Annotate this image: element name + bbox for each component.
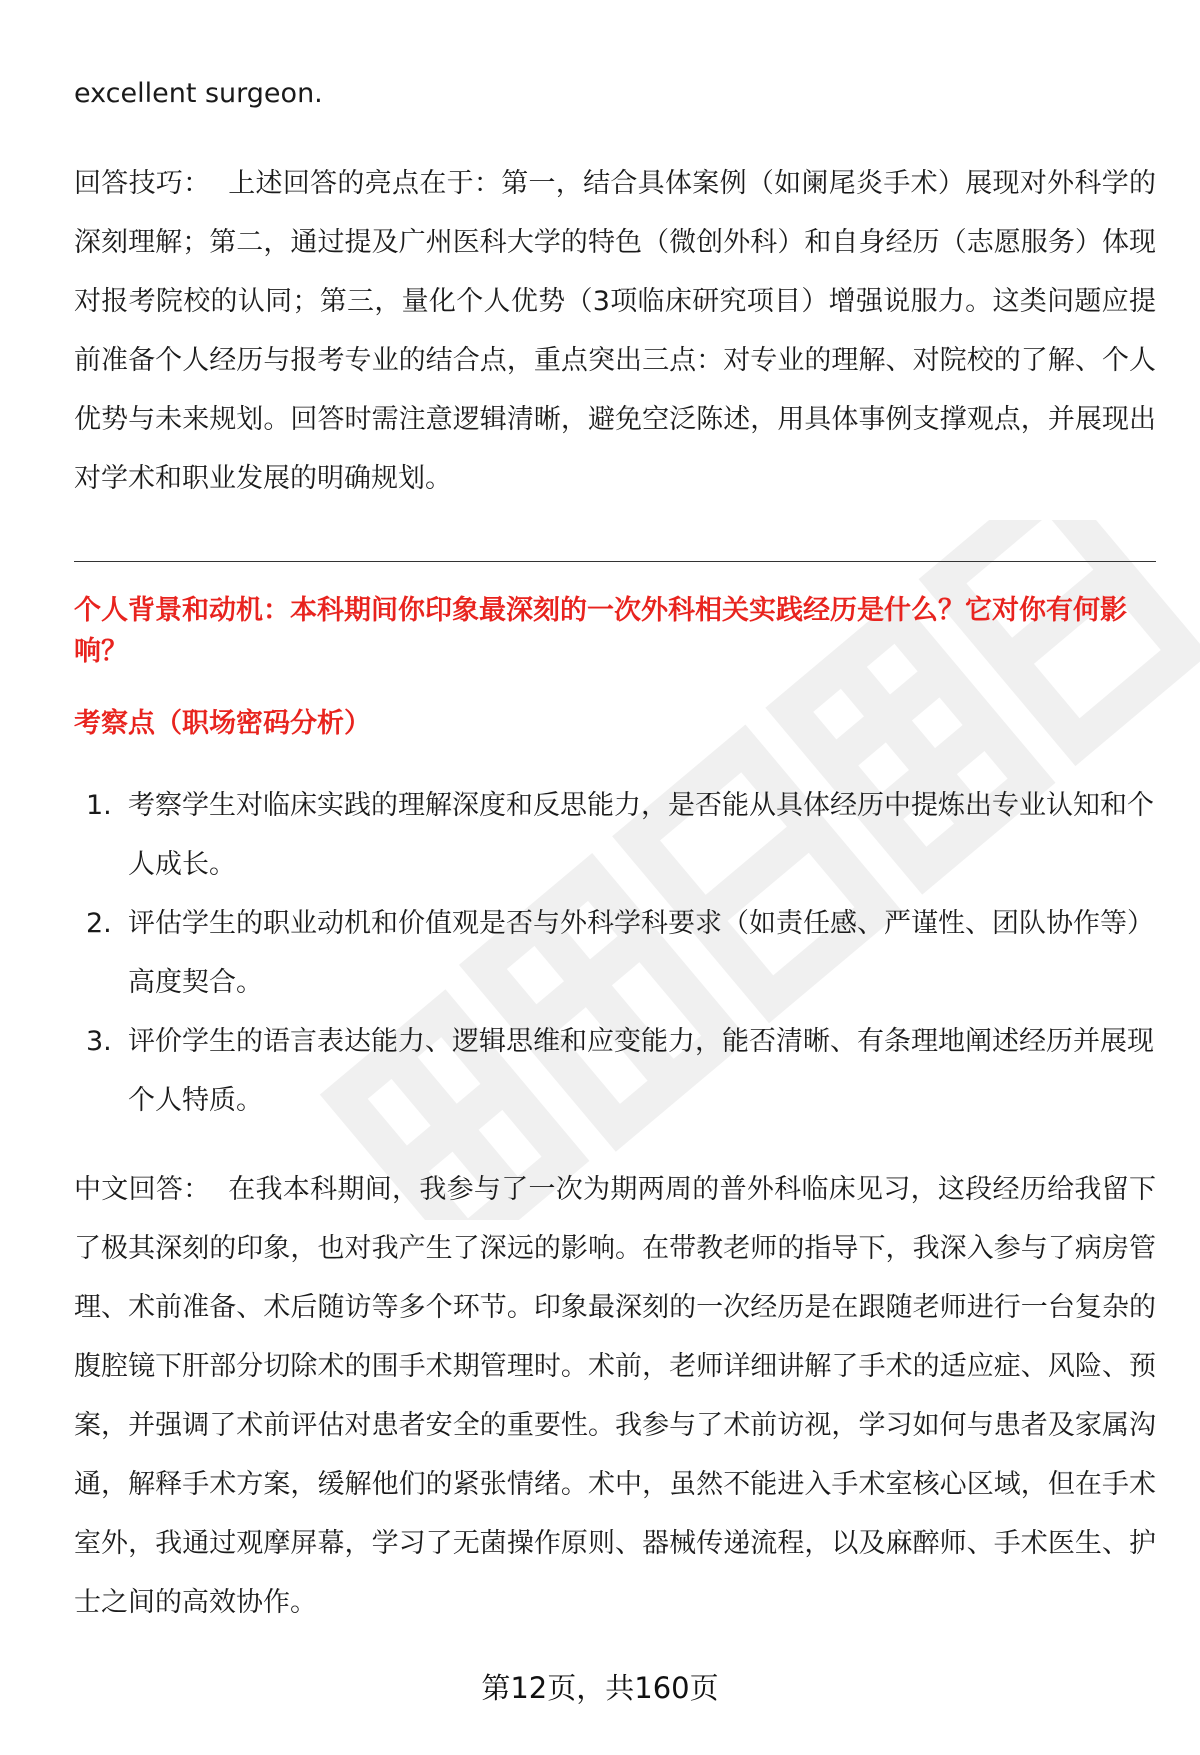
list-item [74, 1012, 1156, 1130]
list-item-number: 2. [86, 908, 112, 939]
list-item-text: 考察学生对临床实践的理解深度和反思能力，是否能从具体经历中提炼出专业认知和个人成长。 [128, 790, 1154, 880]
intro-tail-text: excellent surgeon. [74, 78, 323, 109]
chinese-answer-paragraph [74, 1160, 1156, 1632]
answer-tip-paragraph [74, 154, 1156, 508]
list-item-text: 评估学生的职业动机和价值观是否与外科学科要求（如责任感、严谨性、团队协作等）高度契合。 [128, 908, 1154, 998]
list-item [74, 894, 1156, 1012]
chinese-answer-text: 在我本科期间，我参与了一次为期两周的普外科临床见习，这段经历给我留下了极其深刻的印象，也对我产生了深远的影响。在带教老师的指导下，我深入参与了病房管理、术前准备、术后随访等多个环节。印象最深刻的一次经历是在跟随老师进行一台复杂的腹腔镜下肝部分切除术的围手术期管理时。术前，老师详细讲解了手术的适应症、风险、预案，并强调了术前评估对患者安全的重要性。我参与了术前访视，学习如何与患者及家属沟通，解释手术方案，缓解他们的紧张情绪。术中，虽然不能进入手术室核心区域，但在手术室外，我通过观摩屏幕，学习了无菌操作原则、器械传递流程，以及麻醉师、手术医生、护士之间的高效协作。 [74, 1174, 1157, 1618]
assessment-list [74, 776, 1156, 1130]
chinese-answer-label: 中文回答： [74, 1174, 211, 1205]
list-item [74, 776, 1156, 894]
answer-tip-text: 上述回答的亮点在于：第一，结合具体案例（如阑尾炎手术）展现对外科学的深刻理解；第二，通过提及广州医科大学的特色（微创外科）和自身经历（志愿服务）体现对报考院校的认同；第三，量化个人优势（3项临床研究项目）增强说服力。这类问题应提前准备个人经历与报考专业的结合点，重点突出三点：对专业的理解、对院校的了解、个人优势与未来规划。回答时需注意逻辑清晰，避免空泛陈述，用具体事例支撑观点，并展现出对学术和职业发展的明确规划。 [74, 168, 1157, 494]
document-page [74, 0, 1156, 1755]
list-item-text: 评价学生的语言表达能力、逻辑思维和应变能力，能否清晰、有条理地阐述经历并展现个人特质。 [128, 1026, 1154, 1116]
list-item-number: 3. [86, 1026, 112, 1057]
assessment-heading: 考察点（职场密码分析） [74, 708, 371, 739]
section-divider [74, 561, 1156, 562]
question-heading: 个人背景和动机：本科期间你印象最深刻的一次外科相关实践经历是什么？它对你有何影响？ [74, 595, 1127, 667]
page-footer: 第12页，共160页 [481, 1671, 719, 1705]
list-item-number: 1. [86, 790, 112, 821]
answer-tip-label: 回答技巧： [74, 168, 211, 199]
